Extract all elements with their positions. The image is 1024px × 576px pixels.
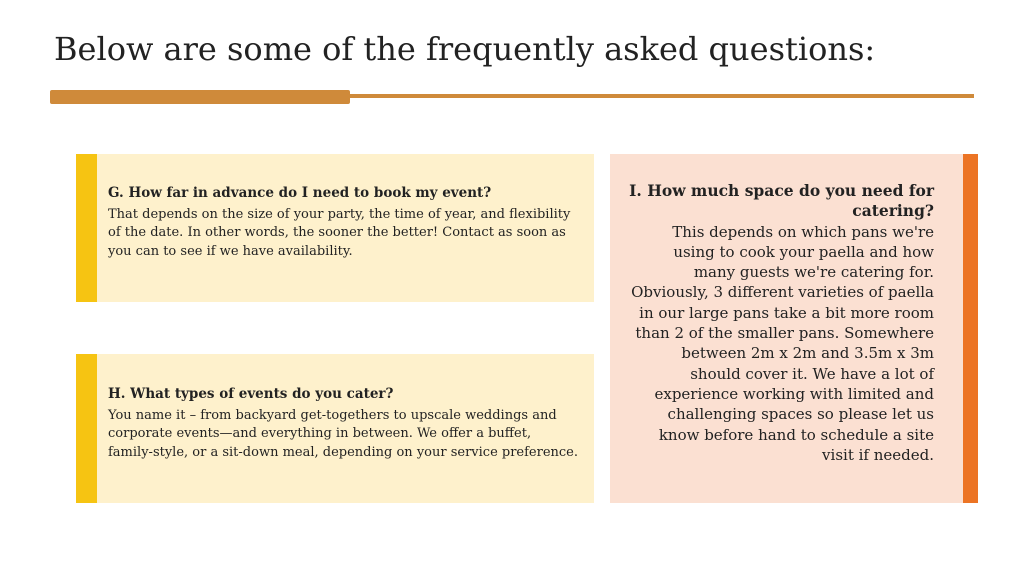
faq-question: G. How far in advance do I need to book my event? xyxy=(108,185,492,201)
faq-card-content xyxy=(108,385,578,462)
faq-answer: That depends on the size of your party, the time of year, and flexibility of the date. In other words, the sooner the better! Contact as soon as you can to see if we have availability. xyxy=(108,206,571,259)
title-underline-accent xyxy=(50,90,350,104)
faq-card-accent-bar xyxy=(76,154,97,302)
faq-question: H. What types of events do you cater? xyxy=(108,386,394,402)
page-title: Below are some of the frequently asked questions: xyxy=(54,30,876,68)
faq-card-content xyxy=(628,181,934,465)
faq-card-h xyxy=(76,354,594,503)
faq-card-g xyxy=(76,154,594,302)
faq-card-accent-bar xyxy=(76,354,97,503)
faq-card-i xyxy=(610,154,978,503)
faq-question: I. How much space do you need for catering? xyxy=(629,181,934,221)
faq-card-content xyxy=(108,184,578,261)
faq-card-accent-bar xyxy=(963,154,978,503)
faq-answer: You name it – from backyard get-togethers to upscale weddings and corporate events—and everything in between. We offer a buffet, family-style, or a sit-down meal, depending on your service preference. xyxy=(108,407,579,460)
faq-answer: This depends on which pans we're using to cook your paella and how many guests we're catering for. Obviously, 3 different varieties of paella in our large pans take a bit more room than 2 of the smaller pans. Somewhere between 2m x 2m and 3.5m x 3m should cover it. We have a lot of experience working with limited and challenging spaces so please let us know before hand to schedule a site visit if needed. xyxy=(631,222,934,464)
